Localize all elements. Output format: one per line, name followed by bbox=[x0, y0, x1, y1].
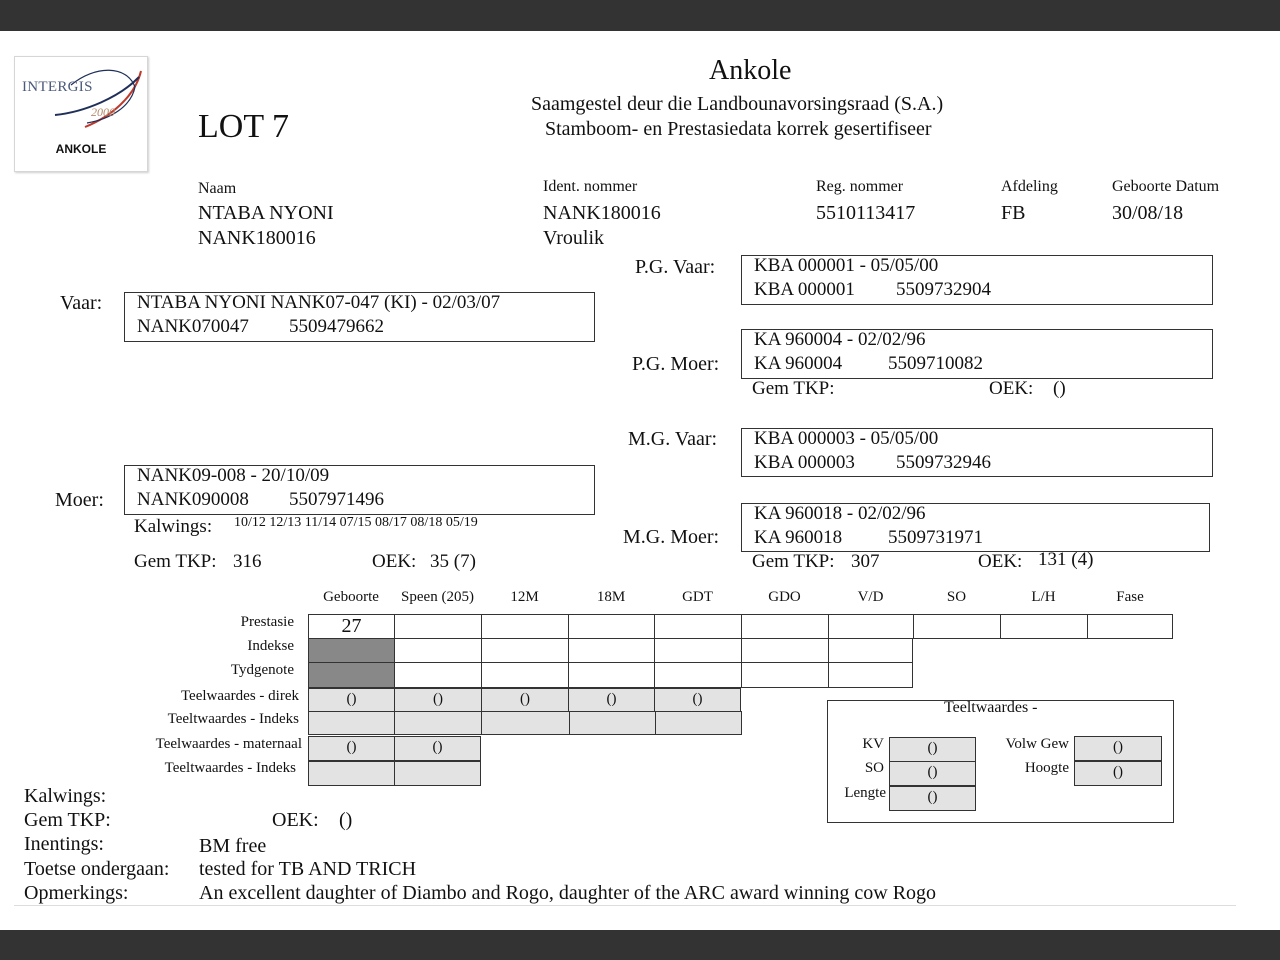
row-teelwaardes-direk: Teelwaardes - direk bbox=[180, 688, 299, 704]
mg-moer-reg: 5509731971 bbox=[888, 527, 983, 548]
bottom-bar bbox=[0, 930, 1280, 960]
hoogte-label: Hoogte bbox=[1024, 760, 1069, 776]
cell-indeks-direk bbox=[308, 711, 395, 735]
cell-tydgenote bbox=[828, 662, 913, 688]
mg-moer-oek: 131 (4) bbox=[1038, 549, 1094, 570]
mg-moer-box bbox=[741, 503, 1210, 552]
moer-oek: 35 (7) bbox=[430, 551, 476, 572]
row-tydgenote: Tydgenote bbox=[230, 662, 294, 678]
dob-value: 30/08/18 bbox=[1112, 202, 1184, 224]
mg-moer-tkp: 307 bbox=[851, 551, 880, 572]
oek-value: () bbox=[339, 809, 353, 831]
mg-moer-label: M.G. Moer: bbox=[623, 526, 720, 548]
pg-moer-oek-label: OEK: bbox=[989, 378, 1034, 399]
pg-moer-oek: () bbox=[1053, 378, 1066, 399]
cell-direk: () bbox=[654, 688, 741, 712]
cell-maternaal: () bbox=[394, 736, 481, 761]
subtitle-1: Saamgestel deur die Landbounavorsingsraad (S.A.) bbox=[531, 93, 944, 115]
vaar-id: NANK070047 bbox=[137, 316, 249, 337]
cell-indeks-direk bbox=[394, 711, 482, 735]
afdeling-value: FB bbox=[1001, 202, 1026, 224]
cell-prestasie bbox=[913, 614, 1001, 639]
hoogte-value: () bbox=[1074, 761, 1162, 786]
col-speen: Speen (205) bbox=[401, 589, 474, 605]
cell-prestasie bbox=[568, 614, 655, 639]
col-gdo: GDO bbox=[768, 589, 801, 605]
pg-moer-label: P.G. Moer: bbox=[632, 353, 720, 375]
intergis-logo bbox=[14, 56, 148, 172]
animal-name-id: NANK180016 bbox=[198, 227, 316, 249]
mg-vaar-box bbox=[741, 428, 1213, 477]
col-so: SO bbox=[946, 589, 967, 605]
afdeling-label: Afdeling bbox=[1001, 178, 1058, 195]
cell-tydgenote bbox=[654, 662, 742, 688]
mg-vaar-label: M.G. Vaar: bbox=[628, 428, 718, 450]
col-12m: 12M bbox=[510, 589, 539, 605]
cell-tydgenote bbox=[568, 662, 655, 688]
lengte-value: () bbox=[889, 786, 976, 811]
vaar-line1: NTABA NYONI NANK07-047 (KI) - 02/03/07 bbox=[137, 292, 501, 313]
volw-gew-value: () bbox=[1074, 736, 1162, 761]
mg-moer-tkp-label: Gem TKP: bbox=[752, 551, 835, 572]
row-teeltwaardes-indeks-1: Teeltwaardes - Indeks bbox=[167, 711, 299, 727]
cell-tydgenote bbox=[394, 662, 482, 688]
moer-oek-label: OEK: bbox=[372, 551, 417, 572]
row-prestasie: Prestasie bbox=[240, 614, 294, 630]
vaar-label: Vaar: bbox=[60, 292, 103, 314]
inentings-value: BM free bbox=[199, 835, 267, 857]
cell-prestasie bbox=[1000, 614, 1088, 639]
cell-indekse bbox=[394, 638, 482, 663]
moer-label: Moer: bbox=[55, 489, 104, 511]
cell-prestasie bbox=[828, 614, 914, 639]
cell-indekse bbox=[481, 638, 569, 663]
mg-vaar-id: KBA 000003 bbox=[754, 452, 855, 473]
cell-prestasie bbox=[1087, 614, 1173, 639]
cell-indeks-maternaal bbox=[394, 761, 481, 786]
moer-kalwings-label: Kalwings: bbox=[134, 516, 213, 537]
opmerkings-value: An excellent daughter of Diambo and Rogo, daughter of the ARC award winning cow Rogo bbox=[199, 882, 937, 904]
col-18m: 18M bbox=[596, 589, 626, 605]
reg-label: Reg. nommer bbox=[816, 178, 904, 195]
row-teeltwaardes-indeks-2: Teeltwaardes - Indeks bbox=[164, 760, 296, 776]
pg-vaar-line1: KBA 000001 - 05/05/00 bbox=[754, 255, 939, 276]
row-teelwaardes-maternaal: Teelwaardes - maternaal bbox=[155, 736, 302, 752]
cell-direk: () bbox=[481, 688, 569, 712]
moer-box bbox=[124, 465, 595, 515]
cell-prestasie bbox=[741, 614, 829, 639]
name-label: Naam bbox=[198, 180, 237, 197]
col-gdt: GDT bbox=[682, 589, 713, 605]
pg-vaar-label: P.G. Vaar: bbox=[635, 256, 716, 278]
pg-vaar-id: KBA 000001 bbox=[754, 279, 855, 300]
pg-moer-tkp-label: Gem TKP: bbox=[752, 378, 835, 399]
col-geboorte: Geboorte bbox=[323, 589, 379, 605]
cell-direk: () bbox=[394, 688, 482, 712]
gem-tkp-label: Gem TKP: bbox=[24, 809, 111, 831]
col-fase: Fase bbox=[1116, 589, 1144, 605]
pg-moer-box bbox=[741, 329, 1213, 379]
pg-moer-id: KA 960004 bbox=[754, 353, 843, 374]
pg-vaar-box bbox=[741, 255, 1213, 305]
vaar-box bbox=[124, 292, 595, 342]
dob-label: Geboorte Datum bbox=[1112, 178, 1220, 195]
cell-indekse-geboorte bbox=[308, 638, 395, 663]
cell-indeks-maternaal bbox=[308, 761, 395, 786]
row-indekse: Indekse bbox=[247, 638, 294, 654]
teeltwaardes-title: Teeltwaardes - bbox=[944, 699, 1038, 716]
col-lh: L/H bbox=[1031, 589, 1056, 605]
cell-direk: () bbox=[308, 688, 395, 712]
cell-indeks-direk bbox=[569, 711, 656, 735]
so-label: SO bbox=[864, 760, 884, 776]
toetse-value: tested for TB AND TRICH bbox=[199, 858, 417, 880]
reg-number: 5510113417 bbox=[816, 202, 916, 224]
moer-tkp: 316 bbox=[233, 551, 262, 572]
logo-brand: INTERGIS bbox=[22, 79, 93, 95]
cell-indekse bbox=[654, 638, 742, 663]
page-divider bbox=[14, 905, 1236, 906]
oek-label: OEK: bbox=[272, 809, 319, 831]
mg-moer-line1: KA 960018 - 02/02/96 bbox=[754, 503, 926, 524]
pg-vaar-reg: 5509732904 bbox=[896, 279, 991, 300]
lengte-label: Lengte bbox=[844, 785, 886, 801]
cell-tydgenote bbox=[741, 662, 829, 688]
ident-label: Ident. nommer bbox=[543, 178, 638, 195]
moer-line1: NANK09-008 - 20/10/09 bbox=[137, 465, 330, 486]
mg-vaar-line1: KBA 000003 - 05/05/00 bbox=[754, 428, 939, 449]
opmerkings-label: Opmerkings: bbox=[24, 882, 129, 904]
cell-direk: () bbox=[568, 688, 655, 712]
vaar-reg: 5509479662 bbox=[289, 316, 384, 337]
sex: Vroulik bbox=[543, 227, 605, 249]
cell-indeks-direk bbox=[655, 711, 742, 735]
ident-number: NANK180016 bbox=[543, 202, 661, 224]
cell-prestasie bbox=[481, 614, 569, 639]
inentings-label: Inentings: bbox=[24, 833, 104, 855]
cell-tydgenote bbox=[481, 662, 569, 688]
logo-year: 2000 bbox=[91, 105, 115, 119]
mg-vaar-reg: 5509732946 bbox=[896, 452, 991, 473]
cell-prestasie bbox=[654, 614, 742, 639]
so-value: () bbox=[889, 761, 976, 786]
moer-tkp-label: Gem TKP: bbox=[134, 551, 217, 572]
mg-moer-oek-label: OEK: bbox=[978, 551, 1023, 572]
cell-prestasie bbox=[394, 614, 482, 639]
lot-number: LOT 7 bbox=[198, 108, 289, 145]
cell-prestasie-geboorte: 27 bbox=[308, 614, 395, 639]
pg-moer-reg: 5509710082 bbox=[888, 353, 983, 374]
subtitle-2: Stamboom- en Prestasiedata korrek gesertifiseer bbox=[545, 118, 932, 140]
mg-moer-id: KA 960018 bbox=[754, 527, 843, 548]
moer-kalwings: 10/12 12/13 11/14 07/15 08/17 08/18 05/19 bbox=[234, 515, 478, 530]
page-title: Ankole bbox=[709, 55, 792, 86]
cell-indekse bbox=[741, 638, 829, 663]
cell-maternaal: () bbox=[308, 736, 395, 761]
moer-reg: 5507971496 bbox=[289, 489, 384, 510]
animal-name: NTABA NYONI bbox=[198, 202, 334, 224]
cell-indeks-direk bbox=[481, 711, 570, 735]
volw-gew-label: Volw Gew bbox=[1005, 736, 1069, 752]
cell-indekse bbox=[828, 638, 913, 663]
pg-moer-line1: KA 960004 - 02/02/96 bbox=[754, 329, 926, 350]
logo-breed: ANKOLE bbox=[55, 142, 107, 156]
toetse-label: Toetse ondergaan: bbox=[24, 858, 170, 880]
kv-value: () bbox=[889, 737, 976, 762]
cell-tydgenote-geboorte bbox=[308, 662, 395, 688]
top-bar bbox=[0, 0, 1280, 31]
moer-id: NANK090008 bbox=[137, 489, 249, 510]
cell-indekse bbox=[568, 638, 655, 663]
kalwings-label: Kalwings: bbox=[24, 785, 107, 807]
col-vd: V/D bbox=[857, 589, 884, 605]
kv-label: KV bbox=[862, 736, 884, 752]
